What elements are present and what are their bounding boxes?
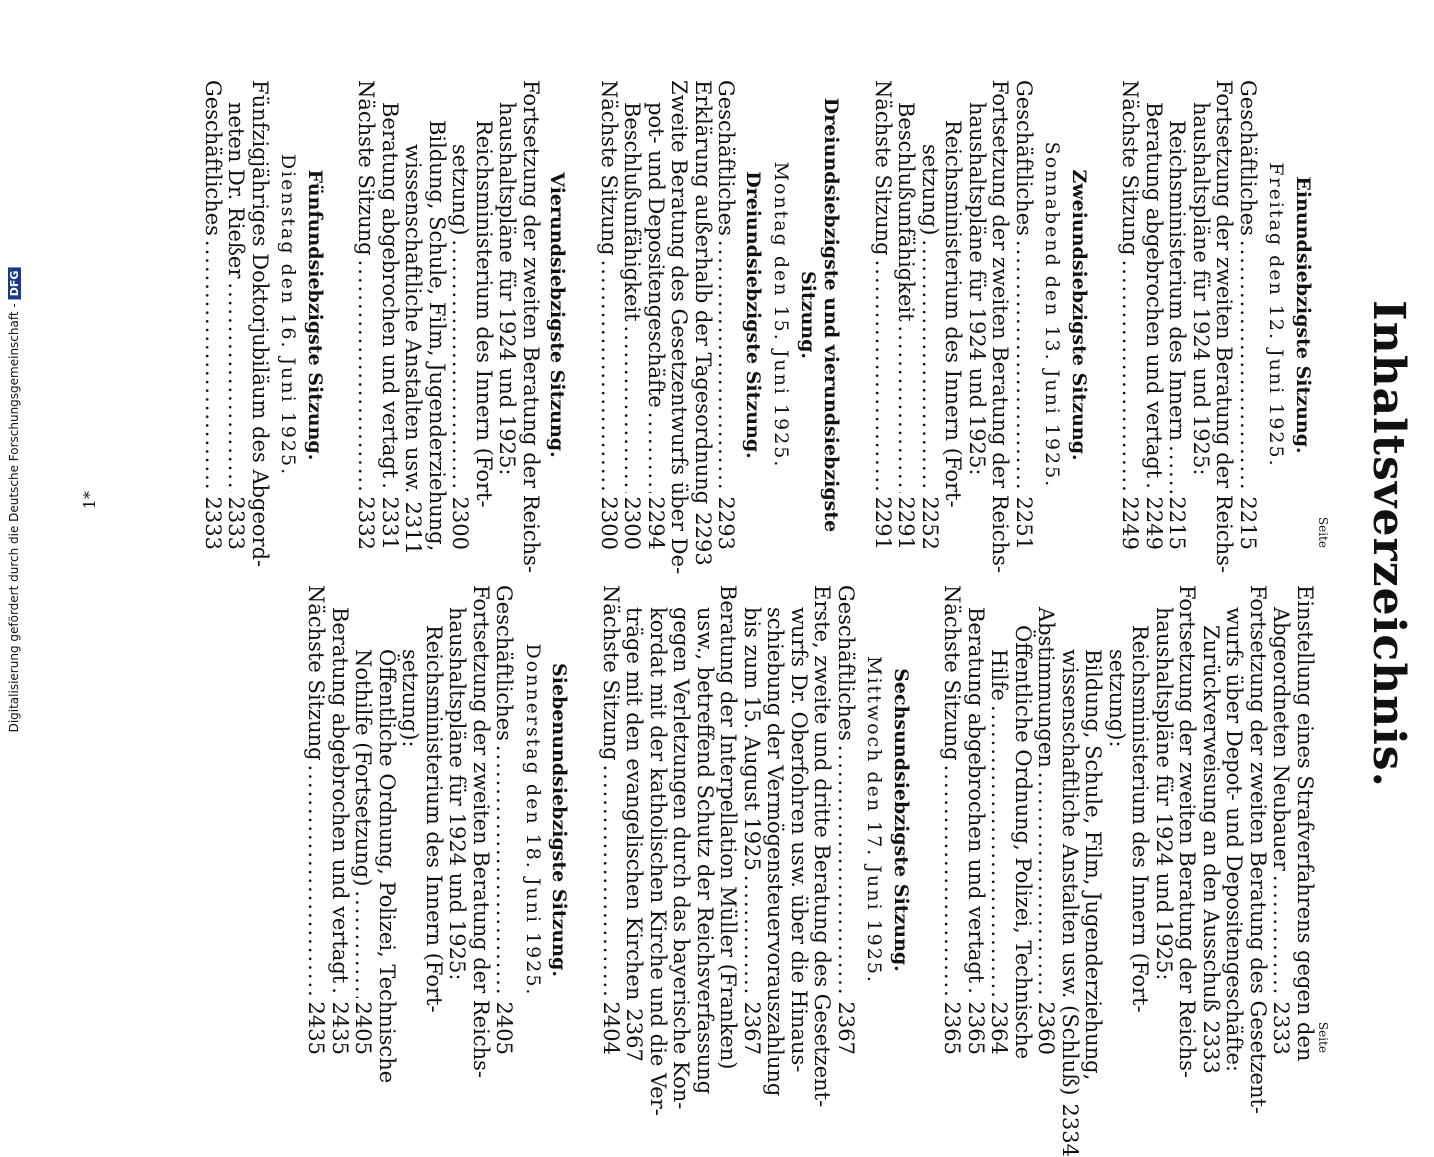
dot-leader — [201, 240, 225, 493]
toc-entry — [1269, 585, 1293, 1055]
dot-leader — [304, 765, 328, 998]
toc-page-number: 2300 — [448, 496, 473, 550]
toc-entry-line: Reichsministerium des Innern (Fort- — [422, 625, 446, 1013]
dot-leader — [918, 239, 942, 492]
toc-entry — [224, 80, 248, 550]
toc-page-number: 2291 — [871, 496, 895, 550]
toc-page-number: 2215 — [1236, 496, 1260, 550]
dot-leader — [492, 745, 516, 998]
dot-leader — [714, 240, 738, 493]
dot-leader — [448, 239, 472, 492]
dot-leader — [599, 765, 623, 998]
toc-entry — [834, 585, 858, 1055]
toc-entry-line: Reichsministerium des Innern (Fort- — [1128, 625, 1153, 1013]
toc-entry — [714, 80, 738, 550]
toc-column-right — [304, 585, 1334, 1157]
section-gap — [573, 585, 599, 1055]
session-date: Montag den 15. Juni 1925. — [770, 161, 793, 469]
toc-entry-line: schiebung der Vermögensteuervorauszahlung — [763, 607, 788, 1097]
toc-entry-text: Geschäftliches — [1012, 80, 1036, 236]
session-heading: Zweiundsiebzigste Sitzung. — [1068, 169, 1090, 461]
toc-entry — [691, 80, 715, 566]
toc-entry — [871, 80, 895, 550]
dot-leader — [940, 765, 964, 998]
toc-page-number: 2333 — [1269, 1001, 1294, 1055]
toc-entry — [894, 80, 918, 550]
toc-page-number: 2435 — [304, 1001, 329, 1055]
toc-entry — [918, 80, 942, 550]
toc-page-number: 2332 — [354, 496, 379, 550]
toc-entry — [304, 585, 328, 1055]
toc-entry-text: Geschäftliches — [714, 80, 739, 236]
toc-entry — [620, 80, 644, 550]
toc-entry-line: Bildung, Schule, Film, Jugenderziehung, — [1081, 649, 1106, 1081]
toc-entry — [1199, 585, 1223, 1074]
toc-entry-text: Geschäftliches — [201, 80, 225, 236]
toc-entry-text: Hilfe — [987, 649, 1012, 701]
toc-entry-line: Bildung, Schule, Film, Jugenderziehung, — [425, 120, 449, 552]
toc-entry-line: haushaltspläne für 1924 und 1925: — [1189, 102, 1213, 476]
toc-entry-text: wissenschaftliche Anstalten usw. — [401, 144, 426, 494]
section-gap — [1092, 80, 1118, 550]
toc-entry-text: Nächste Sitzung — [597, 80, 621, 256]
toc-entry-line: haushaltspläne für 1924 und 1925: — [965, 102, 989, 476]
digitization-footnote — [7, 268, 21, 733]
session-heading: Dreiundsiebzigste Sitzung. — [742, 171, 764, 459]
toc-entry-line: usw., betreffend Schutz der Reichsverfassung — [693, 607, 717, 1095]
toc-column-left — [201, 80, 1335, 575]
toc-entry-line: Fortsetzung der zweiten Beratung der Reichs- — [1175, 585, 1200, 1078]
toc-page-number: 2215 — [1165, 496, 1190, 550]
toc-page-number: 2404 — [599, 1001, 623, 1055]
toc-entry-text: wissenschaftliche Anstalten usw. (Schluß) — [1058, 649, 1082, 1096]
toc-entry — [1236, 80, 1260, 550]
toc-entry-text: Nächste Sitzung — [940, 585, 965, 761]
toc-entry-line: setzung): — [398, 649, 423, 748]
dot-leader — [224, 282, 248, 492]
session-date: Dienstag den 16. Juni 1925. — [277, 153, 300, 477]
toc-page-number: 2365 — [940, 1001, 965, 1055]
toc-entry-text: Nächste Sitzung — [1118, 80, 1143, 256]
toc-entry-line: Fortsetzung der zweiten Beratung des Gesetzent- — [1246, 585, 1270, 1114]
session-date: Sonnabend den 13. Juni 1925. — [1041, 141, 1064, 489]
seite-label: Seite — [1316, 516, 1330, 548]
toc-entry-text: Nothilfe (Fortsetzung) — [351, 649, 376, 887]
toc-entry — [448, 80, 472, 550]
section-gap — [328, 80, 354, 550]
toc-entry — [328, 585, 352, 1055]
toc-entry-line: Öffentliche Ordnung, Polizei, Technische — [375, 649, 399, 1084]
toc-entry-text: Geschäftliches — [492, 585, 517, 741]
toc-page-number: 2333 — [201, 496, 225, 550]
toc-entry-line: wurfs über Depot- und Depositengeschäfte: — [1222, 607, 1247, 1073]
toc-page-number: 2367 — [622, 1008, 647, 1062]
toc-entry-text: träge mit den evangelischen Kirchen — [622, 607, 647, 1001]
page-mark: 1* — [80, 491, 99, 510]
section-gap — [914, 585, 940, 1055]
toc-entry — [740, 585, 764, 1055]
toc-page-number: 2405 — [492, 1001, 517, 1055]
toc-entry-text: pot- und Depositengeschäfte — [644, 102, 668, 408]
dot-leader — [964, 987, 988, 997]
toc-entry-text: Geschäftliches — [834, 585, 858, 741]
toc-entry-text: Zurückverweisung an den Ausschuß — [1199, 625, 1223, 1013]
toc-page-number: 2249 — [1118, 496, 1143, 550]
toc-entry-text: Beratung abgebrochen und vertagt — [1142, 102, 1166, 479]
toc-entry-text: Abgeordneten Neubauer — [1269, 607, 1294, 871]
toc-entry-text: Geschäftliches — [1236, 80, 1260, 236]
toc-entry-line: haushaltspläne für 1924 und 1925: — [495, 102, 520, 476]
toc-entry — [987, 585, 1011, 1055]
toc-page-number: 2333 — [1199, 1020, 1223, 1074]
session-heading: Fünfundsiebzigste Sitzung. — [304, 169, 326, 461]
toc-entry — [201, 80, 225, 550]
toc-entry — [1012, 80, 1036, 550]
toc-page-number: 2300 — [597, 496, 621, 550]
dot-leader — [378, 482, 402, 492]
toc-entry — [401, 80, 426, 555]
toc-page-number: 2251 — [1012, 496, 1036, 550]
toc-entry — [492, 585, 516, 1055]
toc-entry — [940, 585, 964, 1055]
dot-leader — [894, 326, 918, 493]
session-date: Mittwoch den 17. Juni 1925. — [863, 656, 886, 984]
toc-page-number: 2293 — [714, 496, 739, 550]
toc-page-number: 2252 — [918, 496, 942, 550]
toc-entry — [599, 585, 623, 1055]
toc-entry-text: Beratung abgebrochen und vertagt — [378, 102, 402, 479]
dfg-logo: DFG — [8, 268, 21, 300]
seite-label: Seite — [1316, 1021, 1330, 1053]
dot-leader — [597, 260, 621, 493]
toc-entry-line: Fortsetzung der zweiten Beratung der Reichs- — [519, 80, 543, 573]
session-heading: Vierundsiebzigste Sitzung. — [546, 172, 569, 458]
toc-entry — [597, 80, 621, 550]
toc-entry-line: haushaltspläne für 1924 und 1925: — [445, 607, 470, 981]
toc-list-left — [201, 80, 1315, 575]
dot-leader — [740, 875, 764, 998]
dot-leader — [351, 890, 375, 997]
toc-entry — [1058, 585, 1082, 1157]
toc-entry-text: Beschlußunfähigkeit — [620, 102, 645, 322]
toc-entry — [1142, 80, 1166, 550]
toc-page-number: 2293 — [691, 512, 715, 566]
session-date: Donnerstag den 18. Juni 1925. — [522, 643, 544, 997]
toc-page-number: 2333 — [224, 496, 249, 550]
toc-entry — [644, 80, 668, 550]
dot-leader — [1012, 240, 1036, 493]
toc-page-number: 2300 — [620, 496, 645, 550]
toc-list-right — [304, 585, 1317, 1157]
toc-entry — [622, 585, 647, 1062]
toc-entry-text: Beschlußunfähigkeit — [894, 102, 919, 322]
dot-leader — [354, 260, 378, 493]
toc-page-number: 2360 — [1034, 1001, 1059, 1055]
toc-entry-line: Fortsetzung der zweiten Beratung der Reichs- — [988, 80, 1013, 573]
toc-entry-line: Öffentliche Ordnung, Polizei, Technische — [1011, 625, 1035, 1060]
dot-leader — [834, 745, 858, 998]
toc-entry-text: Nächste Sitzung — [354, 80, 379, 256]
toc-page-number: 2405 — [351, 1001, 376, 1055]
toc-entry — [1118, 80, 1142, 550]
toc-entry-line: Zweite Beratung des Gesetzentwurfs über De- — [667, 80, 692, 575]
toc-entry-line: Beratung der Interpellation Müller (Franken) — [716, 585, 741, 1070]
toc-entry-line: gegen Verletzungen durch das bayerische Kon- — [669, 607, 694, 1110]
toc-entry-line: kordat mit der katholischen Kirche und die Ver- — [646, 607, 670, 1116]
toc-entry — [378, 80, 402, 550]
toc-page-number: 2291 — [894, 496, 919, 550]
toc-entry-text: Beratung abgebrochen und vertagt — [964, 607, 988, 984]
toc-page-number: 2435 — [328, 1001, 352, 1055]
session-heading: Dreiundsiebzigste und vierundsiebzigste Sitzung. — [797, 97, 843, 533]
toc-entry-line: setzung): — [1105, 649, 1129, 748]
toc-entry — [351, 585, 375, 1055]
toc-entry-line: Fortsetzung der zweiten Beratung der Reichs- — [469, 585, 493, 1078]
toc-entry-line: Erste, zweite und dritte Beratung des Gesetzent- — [810, 585, 835, 1108]
toc-entry-text: bis zum 15. August 1925 — [740, 607, 764, 871]
toc-entry-line: Reichsministerium des Innern (Fort- — [941, 120, 966, 508]
toc-entry-line: Einstellung eines Strafverfahrens gegen den — [1293, 585, 1317, 1062]
dot-leader — [1165, 445, 1189, 492]
dot-leader — [1142, 482, 1166, 492]
toc-entry — [1034, 585, 1058, 1055]
toc-entry — [1165, 80, 1189, 550]
toc-entry-line: wurfs Dr. Oberfohren usw. über die Hinaus- — [787, 607, 811, 1073]
toc-entry-line: Fortsetzung der zweiten Beratung der Reichs- — [1212, 80, 1237, 573]
toc-entry-text: Abstimmungen — [1034, 607, 1059, 768]
toc-entry-line: Reichsministerium des Innern (Fort- — [472, 120, 496, 508]
toc-entry-text: neten Dr. Rießer — [224, 102, 249, 279]
toc-page-number: 2249 — [1142, 496, 1166, 550]
dot-leader — [1236, 240, 1260, 493]
toc-page-number: 2311 — [401, 501, 426, 555]
toc-entry-text: Nächste Sitzung — [871, 80, 895, 256]
toc-page-number: 2367 — [834, 1001, 858, 1055]
toc-page-number: 2334 — [1058, 1103, 1082, 1157]
dot-leader — [1118, 260, 1142, 493]
toc-entry-text: setzung) — [448, 144, 473, 236]
toc-entry-text: setzung) — [918, 144, 942, 236]
toc-page-number: 2294 — [644, 496, 668, 550]
toc-entry — [964, 585, 988, 1055]
document-title: Inhaltsverzeichnis. — [1363, 300, 1414, 788]
toc-page-number: 2365 — [964, 1001, 988, 1055]
toc-entry-line: Fünfzigjähriges Doktorjubiläum des Abgeord- — [248, 80, 272, 568]
dot-leader — [987, 705, 1011, 998]
session-heading: Sechsundsiebzigste Sitzung. — [890, 668, 912, 972]
dot-leader — [328, 987, 352, 997]
session-date: Freitag den 12. Juni 1925. — [1265, 162, 1288, 468]
section-gap — [571, 80, 597, 550]
toc-entry — [354, 80, 378, 550]
dot-leader — [871, 260, 895, 493]
dot-leader — [620, 326, 644, 493]
dot-leader — [1269, 875, 1293, 998]
toc-entry-line: haushaltspläne für 1924 und 1925: — [1152, 607, 1176, 981]
session-heading: Einundsiebzigste Sitzung. — [1292, 176, 1314, 454]
dot-leader — [1034, 772, 1058, 998]
toc-entry-text: Erklärung außerhalb der Tagesordnung — [691, 80, 715, 505]
session-heading: Siebenundsiebzigste Sitzung. — [548, 663, 571, 977]
toc-entry-text: Nächste Sitzung — [599, 585, 623, 761]
toc-page-number: 2367 — [740, 1001, 764, 1055]
toc-page-number: 2331 — [378, 496, 402, 550]
toc-entry-text: Reichsministerium des Innern — [1165, 120, 1190, 442]
section-gap — [845, 80, 871, 550]
dot-leader — [644, 412, 668, 493]
toc-page-number: 2364 — [987, 1001, 1012, 1055]
toc-entry-text: Beratung abgebrochen und vertagt — [328, 607, 352, 984]
toc-entry-text: Nächste Sitzung — [304, 585, 329, 761]
footnote-text: Digitalisierung gefördert durch die Deutsche Forschungsgemeinschaft - — [7, 303, 21, 733]
